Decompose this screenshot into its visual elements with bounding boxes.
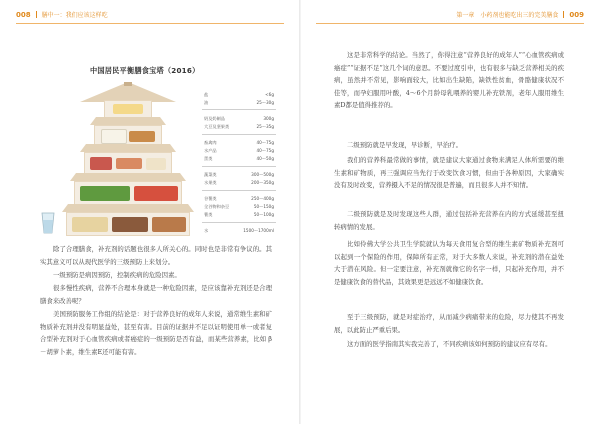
left-paragraph: 美国预防服务工作组的结论是：对于营养良好的成年人来说，通常维生素和矿物质补充剂并没有明显益处，甚至有害。目前的证据并不足以证明使用单一或者复合型补充剂对于心血管疾病或者癌症的一级预防是否有益，而某些营养素，比如 β－胡萝卜素，维生素E还可能有害。 xyxy=(40,310,272,356)
fish-image xyxy=(116,158,142,169)
whole-grain-label: 全谷物和杂豆 xyxy=(204,204,230,209)
meat-image xyxy=(90,157,112,170)
whole-grain-amount: 50～150g xyxy=(253,204,274,209)
right-header-title: 第一章 小药剂也能吃出三的完美膳食 xyxy=(456,12,559,19)
oil-amount: 25～30g xyxy=(256,100,274,105)
right-page xyxy=(300,0,600,424)
water-label: 水 xyxy=(204,228,209,233)
pagoda-eave-1 xyxy=(90,117,166,125)
meat-amount: 40～75g xyxy=(256,140,274,145)
egg-amount: 40～50g xyxy=(256,156,274,161)
tuber-label: 薯类 xyxy=(204,212,213,217)
food-pagoda-figure xyxy=(38,78,278,236)
left-header xyxy=(16,9,108,21)
egg-image xyxy=(146,158,166,170)
left-header-title: 膳中一：我们应该这样吃 xyxy=(41,12,108,19)
pagoda-title: 中国居民平衡膳食宝塔（2016） xyxy=(90,66,200,75)
left-page-number: 008 xyxy=(16,11,31,19)
pagoda-eave-2 xyxy=(80,144,176,152)
right-paragraph: 二级预防就是及时发现这些人群，通过包括补充营养在内的方式延缓甚至扭转病情的发展。 xyxy=(334,210,564,231)
right-paragraph: 至于三级预防，就是对症治疗，从而减少病痛带来的危险，尽力使其不再发展，以此防止严重后果。 xyxy=(334,313,564,334)
dairy-amount: 300g xyxy=(263,116,274,121)
vegetables-image xyxy=(80,186,130,201)
dairy-image xyxy=(101,129,127,144)
dairy-label: 奶及奶制品 xyxy=(204,116,225,121)
vegetable-amount: 300～500g xyxy=(251,172,274,177)
tuber-amount: 50～100g xyxy=(253,212,274,217)
aquatic-label: 水产品 xyxy=(204,148,217,153)
grains-image xyxy=(72,217,108,232)
left-paragraph: 很多慢性疾病，营养不合理本身就是一种危险因素，是应该靠补充剂还是合理膳食来改善呢？ xyxy=(40,284,272,305)
right-header xyxy=(456,9,584,21)
nuts-image xyxy=(129,131,155,142)
right-paragraph: 比如伶佛大学公共卫生学院就认为每天食用复合型的维生素矿物质补充剂可以起到一个保险的作用，保障所有正常，对于大多数人来说，补充剂的潜在益处大于潜在风险。但一定要注意，补充剂就像它的名字一样，只起补充作用，并不是健康饮食的替代品，其效果更是远远不如健康饮食。 xyxy=(334,240,564,286)
right-header-rule xyxy=(316,23,584,24)
right-paragraph: 二级预防就是早发现，早诊断，早治疗。 xyxy=(347,141,463,149)
pagoda-tier-4 xyxy=(74,181,182,205)
vegetable-label: 蔬菜类 xyxy=(204,172,217,177)
pagoda-tier-3 xyxy=(84,152,172,174)
tier-divider xyxy=(202,134,276,135)
grain-amount: 250～400g xyxy=(251,196,274,201)
right-paragraph: 我们的营养科最常做的事情，就是建议大家通过食物来满足人体所需要的维生素和矿物质，再三强调应当先行于改变饮食习惯，但由于各种原因，大家确实没有及时改变，营养摄入不足的情况很是普遍，而且很多人并不知情。 xyxy=(334,156,564,190)
header-separator xyxy=(563,11,564,18)
tubers-image xyxy=(152,217,186,232)
oil-label: 油 xyxy=(204,100,209,105)
salt-oil-image xyxy=(113,104,143,114)
water-amount: 1500～1700ml xyxy=(243,228,274,233)
left-paragraph: 一级预防是病因预防，控制疾病的危险因素。 xyxy=(53,271,181,279)
soy-nuts-label: 大豆及坚果类 xyxy=(204,124,230,129)
right-paragraph: 这是非常科学的结论。当然了，你得注意“营养良好的成年人”“心血管疾病或癌症”“证据不足”这几个词的意思。不要过度引申，也有很多与缺乏营养相关的疾病，虽然并不常见，影响面较大，比如出生缺陷，缺铁性贫血，骨骼健康状况不佳等，而孕妇服用叶酸，4～6个月龄母乳喂养的婴儿补充铁剂，老年人服用维生素D都是值得推荐的。 xyxy=(334,51,564,110)
meat-label: 畜禽肉 xyxy=(204,140,217,145)
beans-image xyxy=(112,217,148,232)
tier-divider xyxy=(202,190,276,191)
right-page-number: 009 xyxy=(569,11,584,19)
header-separator xyxy=(36,11,37,18)
pagoda-eave-4 xyxy=(62,204,194,212)
left-header-rule xyxy=(16,23,284,24)
salt-label: 盐 xyxy=(204,92,209,97)
grain-label: 谷薯类 xyxy=(204,196,217,201)
pagoda-eave-3 xyxy=(70,173,186,181)
aquatic-amount: 40～75g xyxy=(256,148,274,153)
tier-divider xyxy=(202,222,276,223)
tier-divider xyxy=(202,166,276,167)
soy-nuts-amount: 25～35g xyxy=(256,124,274,129)
right-paragraph: 这方面的医学指南其实我完善了，不同疾病该如何预防的建议应有尽有。 xyxy=(347,340,552,348)
pagoda-tier-1 xyxy=(104,100,152,118)
left-paragraph: 除了合理膳食，补充剂的话题也很多人所关心的。同时也是非常有争议的。其实其意义可以从现代医学的三级预防上来划分。 xyxy=(40,245,272,266)
fruit-amount: 200～350g xyxy=(251,180,274,185)
pagoda-tier-2 xyxy=(94,125,162,145)
fruit-label: 水果类 xyxy=(204,180,217,185)
water-glass-icon xyxy=(40,212,56,234)
fruits-image xyxy=(134,186,178,201)
egg-label: 蛋类 xyxy=(204,156,213,161)
salt-amount: <6g xyxy=(265,92,274,97)
pagoda-tier-5 xyxy=(66,212,190,236)
tier-divider xyxy=(202,109,276,110)
